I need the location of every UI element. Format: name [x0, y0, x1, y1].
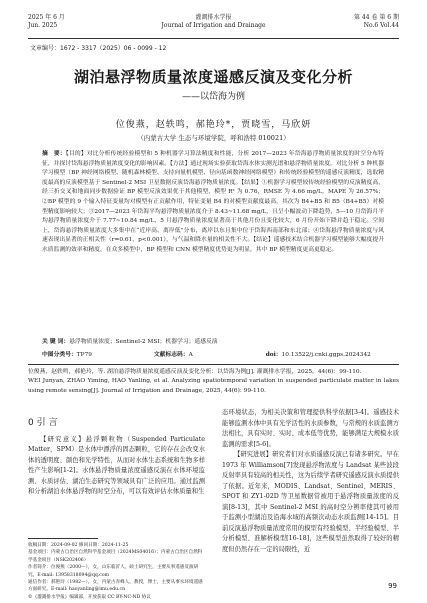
header-volume — [354, 14, 399, 30]
section-heading: 0 引 言 — [28, 418, 58, 428]
body-paragraph: 【研究意义】悬浮颗粒物（Suspended Particulate Matter，SPM）是水体中漂浮的固态颗粒，它的存在会改变水体的透明度、颜色和光学特性，从而对水体生态系统和生物多样性产生影响[1-2]。水体悬浮物质量浓度遥感反演在水体环境监测、水质评估、湖泊生态研究等领域具有广泛的应用。通过监测和分析湖泊水体悬浮物的时空分布，可以有效评估水体质量和生 — [28, 435, 205, 495]
footnote-author: 作者简介：位俊燕（2000—），女，山东临沂人。硕士研究生，主要从事遥感反演研究。E-mail: 13958318094@qq.com — [28, 565, 199, 578]
abstract-label: 摘 要： — [42, 151, 66, 157]
citation-divider — [28, 364, 399, 365]
keywords-text: 悬浮物质量浓度；Sentinel-2 MSI；机器学习；遥感反演 — [69, 339, 218, 345]
doc-code-value: A — [188, 352, 193, 358]
body-column-left — [28, 418, 205, 498]
citation-block — [28, 368, 399, 396]
header-volume-en: No.6 Vol.44 — [363, 22, 399, 29]
body-paragraph: 态环境状态，为相关决策和管理提供科学依据[3-4]。遥感技术能够监测水体中具有光学活性的水质参数，与常规的水质监测方法相比，具有实时、实时、成本低等优势，能够满足大规模水质监测的需求[5-6]。 — [222, 409, 399, 448]
header-date-en: Jun. 2025 — [28, 22, 58, 29]
article-subtitle: ——以岱海为例 — [181, 92, 245, 102]
footnotes — [28, 542, 205, 601]
article-number: 文章编号：1672 - 3317（2025）06 - 0099 - 12 — [30, 45, 167, 52]
footnote-divider — [28, 538, 98, 539]
running-header — [28, 14, 399, 38]
affiliation: （内蒙古大学 生态与环境学院，呼和浩特 010021） — [137, 134, 290, 142]
clc-value: TP79 — [76, 352, 92, 358]
header-volume-cn: 第 44 卷 第 6 期 — [354, 14, 399, 21]
citation-cn: 位俊燕，赵轶鸣，郝艳玲，等. 湖泊悬浮物质量浓度遥感反演及变化分析：以岱海为例[J]. 灌溉排水学报，2025，44(6)：99-110. — [28, 369, 362, 375]
header-journal-en: Journal of Irrigation and Drainage — [161, 22, 266, 29]
clc-label: 中图分类号： — [42, 352, 77, 358]
doi-value: 10.13522/j.cnki.ggps.2024342 — [281, 352, 371, 358]
body-column-right — [222, 408, 399, 555]
body-paragraph: 【研究进展】研究者们对水质遥感反演已有诸多研究。早在 1973 年 Williamson[7]发现悬浮物浓度与 Landsat 某些波段反射率具有较高的相关性，这为后续学者研究遥感反演水质提供了依据。近年来，MODIS、Landsat、Sentinel、MERIS、SPOT 和 ZY1-02D 等卫星数据常被用于悬浮物质量浓度的反演[8-13]，其中 Sentinel-2 MSI 的高时空分辨率使其可被用于监测小型湖泊及沿海水域的高频次动态水质监测[14-15]。目前反演悬浮物质量浓度常用的模型有经验模型、半经验模型、半分析模型、准解析模型[16-18]，这些模型虽然取得了较好的精度但仍然存在一定的局限性，近 — [222, 451, 399, 553]
footnote-received: 收稿日期：2024-09-02 修回日期：2024-11-25 — [28, 543, 129, 548]
classification-line — [42, 351, 384, 360]
doc-code-label: 文献标志码： — [153, 352, 189, 358]
header-journal-cn: 灌溉排水学报 — [195, 14, 232, 21]
footnote-funding: 基金项目：内蒙古自治区自然科学基金项目（2024MS04016）；内蒙古自治区自然科学基金项目（NSK202406） — [28, 550, 203, 563]
author-list: 位俊燕，赵轶鸣，郝艳玲*，贾晓雪，马欣妍 — [115, 120, 312, 130]
doi-label: doi： — [265, 352, 282, 358]
header-journal — [28, 14, 399, 30]
abstract — [42, 150, 384, 256]
keywords-label: 关 键 词： — [42, 339, 70, 345]
header-divider — [28, 38, 399, 39]
keywords — [42, 338, 384, 347]
header-date-cn: 2025 年 6 月 — [28, 14, 65, 21]
article-title: 湖泊悬浮物质量浓度遥感反演及变化分析 — [73, 68, 353, 86]
abstract-text: 【目的】对比分析传统经验模型和 5 种机器学习算法精度和性能，分析 2017—2023 年岱海悬浮物质量浓度的时空分布特征，并探讨岱海悬浮物质量浓度变化的影响因素。【方法】通过现场实验获取岱海水体实测光谱和悬浮物质量浓度，对比分析 5 种机器学习模型（BP 神经网络模型、随机森林模型、支持向量机模型、径向基函数神经网络模型）和传统经验模型的遥感反演精度，选取精度最高的反演模型基于 Sentinel-2 MSI 卫星数据反演岱海悬浮物质量浓度。【结果】①机器学习模型较传统经验模型的反演精度高，经三折交叉和地面同步数据验证 BP 模型反演效果优于其他模型，模型 R² 为 0.76，RMSE 为 4.66 mg/L，MAPE 为 26.57%；②BP 模型的 9 个输入特征变量均对模型有正贡献作用，特征变量 B4 的对模型贡献度最高，其次为 B4+B5 和 B5（B4+B5）对模型精度影响较大；③2017—2023 年岱海平均悬浮物质量浓度介于 8.43~11.68 mg/L，且呈小幅波动下降趋势，5—10 月岱海月平均悬浮物质量浓度介于 7.77~10.84 mg/L，5 月悬浮物质量浓度显著高于其他月份且变化较大，6 月份开始下降并趋于稳定。空间上，岱海悬浮物质量浓度大多集中在“近岸高、离岸低”分布，离岸以东且集中位于岱海西南部和东北部；④岱海悬浮物质量浓度与风速表现出显著的正相关性（r=0.61，p<0.001），与气温和降水量的相关性不大。【结论】遥感技术结合机器学习模型能够大幅度提升水质监测的效率和精度，在众多模型中，BP 模型和 CNN 模型精度优势更为明显，其中 BP 模型精度更高更稳定。 — [42, 151, 384, 253]
footnote-license: ©《灌溉排水学报》编辑部，开放获取 CC BY-NC-ND 协议 — [28, 594, 151, 600]
citation-en: WEI Junyan, ZHAO Yiming, HAO Yanling, et al. Analyzing spatiotemporal variation in suspended particulate matter in lakes using remote sensing[J]. Journal of Irrigation and Drainage, 2025, 44(6): 99-110. — [28, 378, 399, 394]
footnote-corresponding: 通信作者：郝艳玲（1982—），女，内蒙古赤峰人。教授，博士，主要从事水环境遥感方面研究。E-mail: haoyanling@imu.edu.cn — [28, 580, 203, 593]
page-number: 99 — [388, 582, 397, 590]
